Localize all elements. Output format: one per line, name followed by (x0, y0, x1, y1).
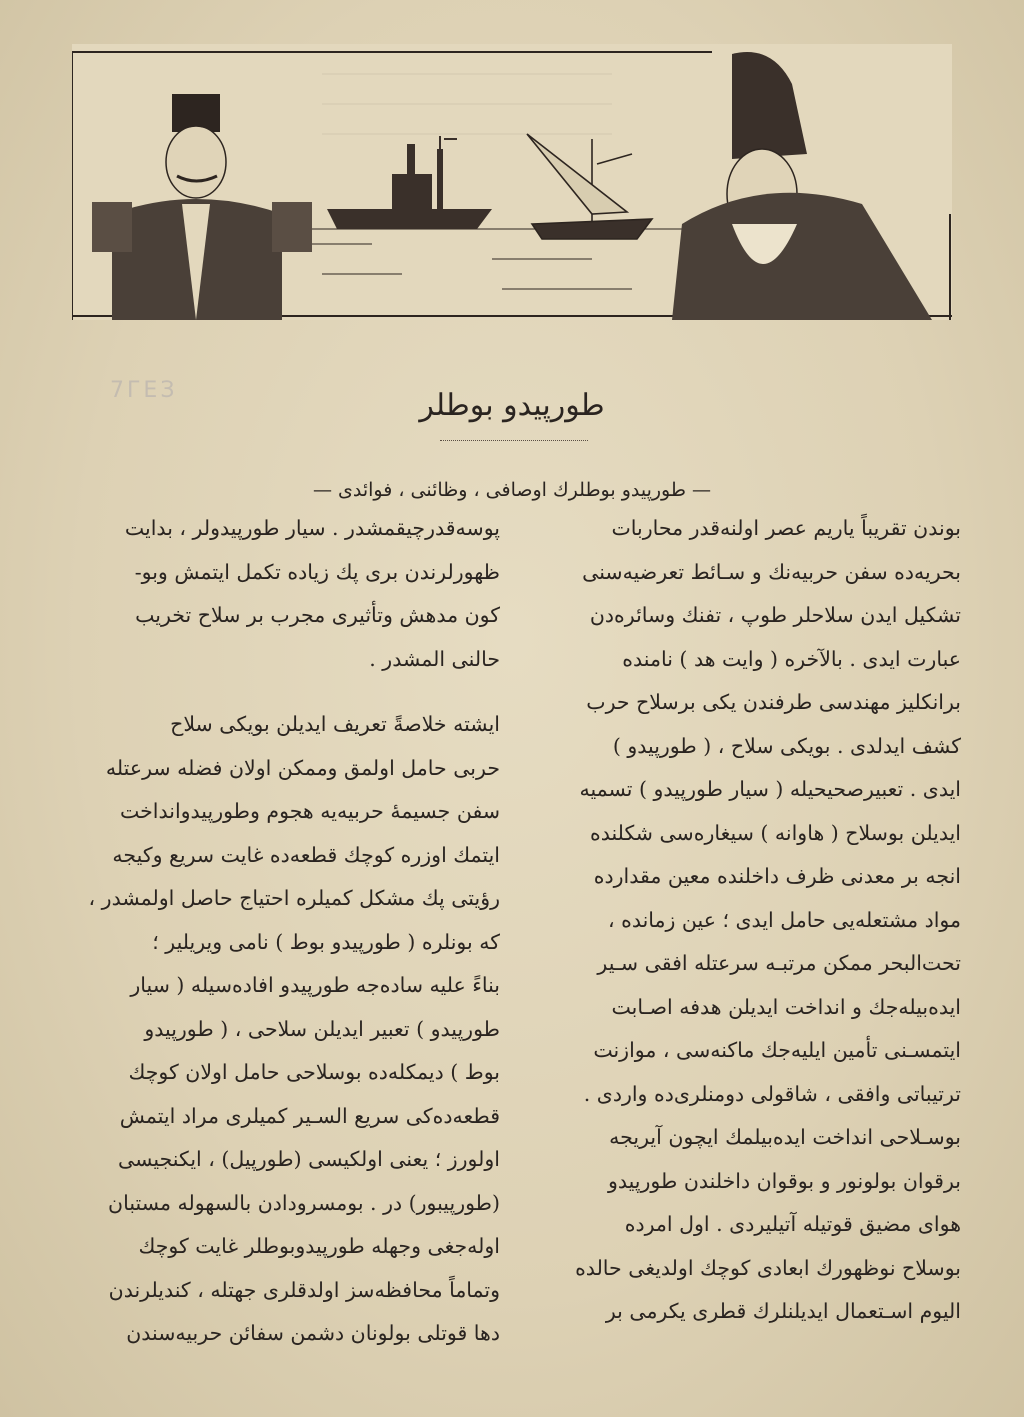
engraving-scene (72, 44, 952, 320)
text-line: اوله‌جغی وجهله طورپیدوبوطلر غایت كوچك (138, 1234, 500, 1258)
right-column (527, 507, 961, 1334)
text-line: (طورپیبور) در . بومسرودادن بالسهوله مستبان (108, 1190, 500, 1215)
text-line: تشكیل ایدن سلاحلر طوپ ، تفنك وسائره‌دن (589, 603, 961, 627)
text-line: بوسلاح نوظهورك ابعادی كوچك اولدیغی حالده (575, 1255, 961, 1280)
text-line: بحریه‌ده سفن حربیه‌نك و سـائط تعرضیه‌سنی (582, 559, 961, 584)
article-title: طورپیدو بوطلر (419, 388, 605, 423)
text-line: ترتیباتی وافقی ، شاقولی دومنلری‌ده واردی . (583, 1081, 961, 1106)
text-line: كشف ایدلدی . بویكی سلاح ، ( طورپیدو ) (612, 733, 961, 758)
text-line: حربی حامل اولمق وممكن اولان فضله سرعتله (105, 755, 500, 780)
text-line: پوسه‌قدرچیقمشدر . سیار طورپیدولر ، بدایت (124, 516, 500, 540)
faded-library-stamp: 7ГЕЗ (110, 378, 178, 403)
text-line: عبارت ایدی . بالآخره ( وایت هد ) نامنده (622, 646, 961, 671)
text-line: الیوم اسـتعمال ایدیلنلرك قطری یكرمی بر (605, 1299, 961, 1323)
text-line: ایتمك اوزره كوچك قطعه‌ده غایت سریع وكیجه (112, 842, 500, 867)
text-line: بوسـلاحی انداخت ایده‌بیلمك ایچون آیریجه (609, 1125, 961, 1149)
text-line: وتماماً محافظه‌سز اولدقلری جهتله ، كندیلرندن (108, 1277, 500, 1302)
text-line: ایدی . تعبیرصحیحیله ( سیار طورپیدو ) تسمیه (579, 777, 961, 801)
article-subtitle: — طورپیدو بوطلرك اوصافی ، وظائنی ، فوائدی — (312, 479, 712, 501)
text-line: ایتمسـنی تأمین ایلیه‌جك ماكنه‌سی ، موازنت (593, 1038, 961, 1062)
text-line: كون مدهش وتأثیری مجرب بر سلاح تخریب (135, 603, 500, 627)
title-divider (440, 440, 588, 441)
text-line: هوای مضیق قوتیله آتیلیردی . اول امرده (624, 1212, 961, 1236)
text-line: انجه بر معدنی ظرف داخلنده معین مقدارده (593, 864, 961, 888)
text-line: بوندن تقریباً یاریم عصر اولنه‌قدر محاربات (611, 516, 961, 540)
text-line: طورپیدو ) تعبیر ایدیلن سلاحی ، ( طورپیدو (144, 1016, 500, 1041)
text-line: بناءً علیه ساده‌جه طورپیدو افاده‌سیله ( سیار (130, 973, 500, 997)
text-line: اولورز ؛ یعنی اولكیسی (طورپیل) ، ایكنجیسی (118, 1147, 500, 1171)
text-line: مواد مشتعله‌یی حامل ایدی ؛ عین زمانده ، (607, 907, 961, 932)
paragraph-gap (58, 681, 500, 703)
text-line: بوط ) دیمكله‌ده بوسلاحی حامل اولان كوچك (128, 1060, 500, 1084)
text-line: كه بونلره ( طورپیدو بوط ) نامی ویریلیر ؛ (152, 929, 500, 954)
text-line: تحت‌البحر ممكن مرتبـه سرعتله افقی سـیر (597, 951, 961, 975)
text-line: ظهورلرندن بری پك زیاده تكمل ایتمش وبو- (134, 559, 500, 584)
text-line: حالنی المشدر . (369, 646, 500, 671)
text-line: ایدیلن بوسلاح ( هاوانه ) سیغاره‌سی شكلنده (589, 820, 961, 845)
text-line: دها قوتلی بولونان دشمن سفائن حربیه‌سندن (126, 1321, 500, 1345)
left-column (58, 507, 500, 1356)
text-line: سفن جسیمهٔ حربیه‌یه هجوم وطورپیدواندا‌خت (119, 799, 500, 823)
text-line: رؤیتی پك مشكل كمیلره احتیاج حاصل اولمشدر ، (88, 886, 500, 910)
header-illustration (72, 44, 952, 320)
text-line: ایده‌بیله‌جك و انداخت ایدیلن هدفه اصـابت (611, 994, 961, 1019)
text-line: قطعه‌ده‌كی سریع السـیر كمیلری مراد ایتمش (119, 1103, 500, 1128)
text-line: برانكلیز مهندسی طرفندن یكی برسلاح حرب (586, 690, 961, 714)
text-line: ایشته خلاصةً تعریف ایدیلن بویكی سلاح (170, 712, 500, 736)
text-line: برقوان بولونور و بوقوان داخلندن طورپیدو (607, 1168, 961, 1193)
